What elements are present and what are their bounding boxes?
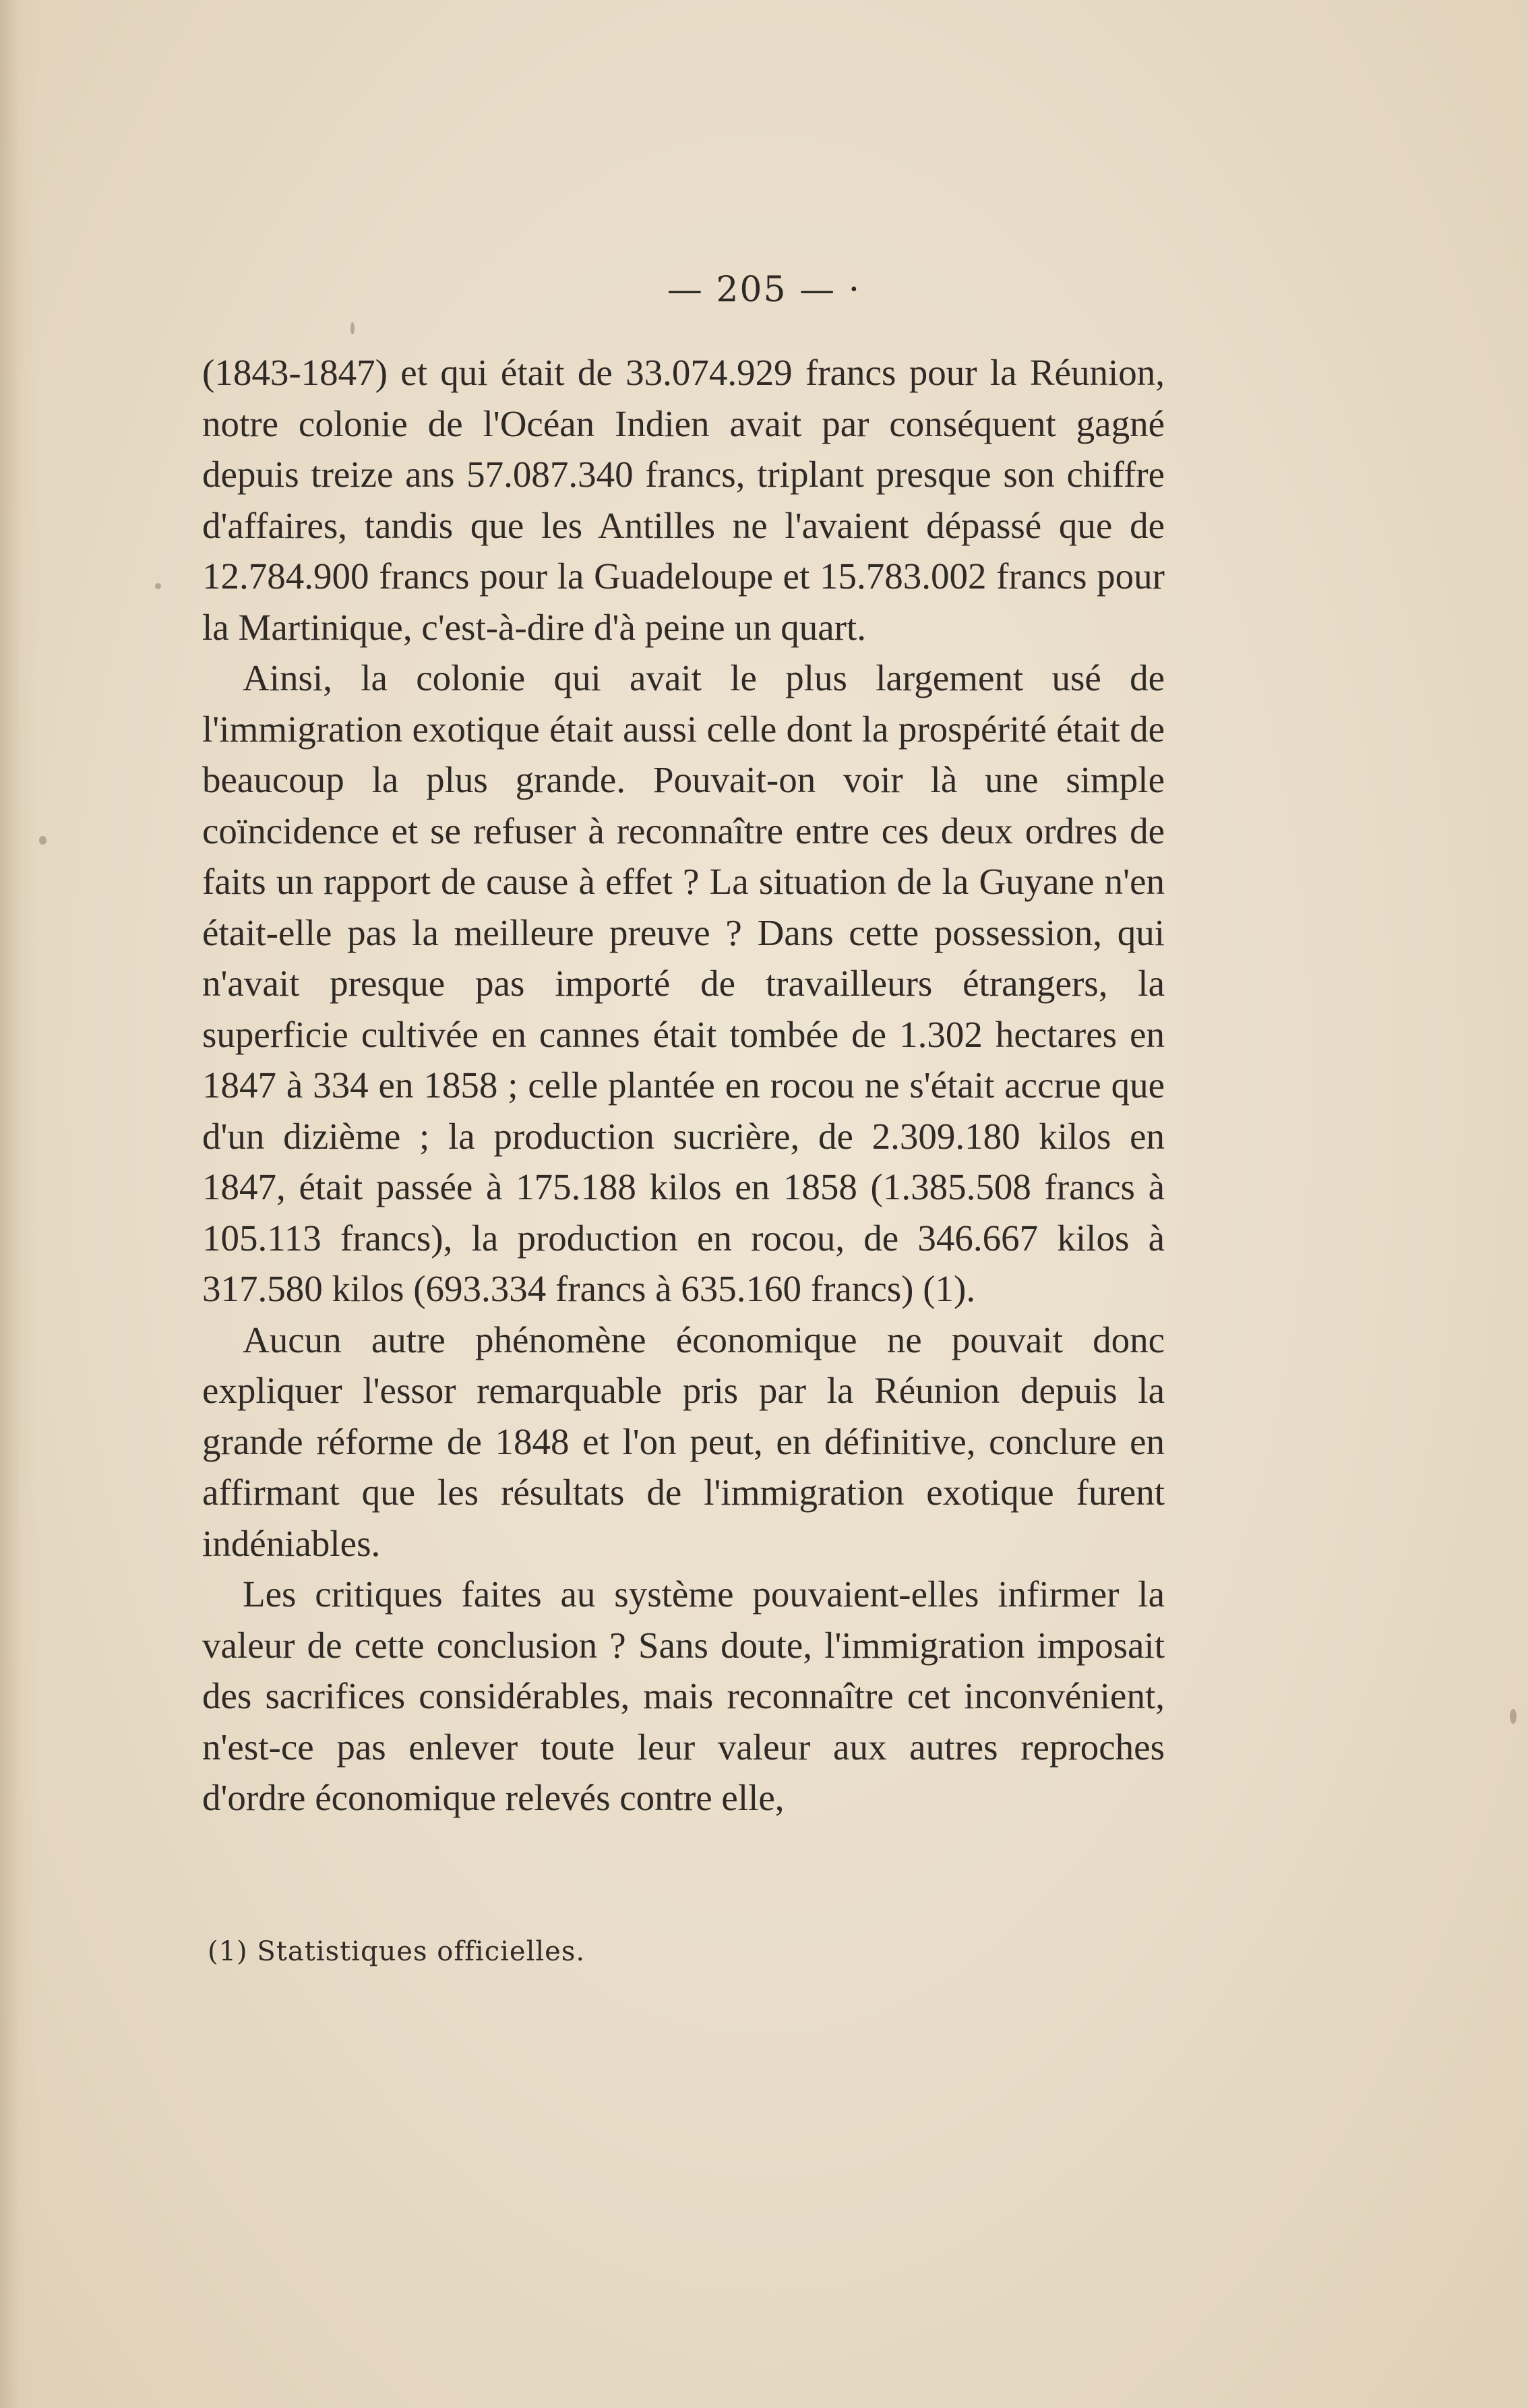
paper-speck	[39, 836, 47, 845]
paper-speck	[155, 583, 161, 589]
paragraph: Les critiques faites au système pouvaient-elles infirmer la valeur de cette conclusion ? Sans doute, l'immigration imposait des sacrifices considérables, mais reconnaître cet inconvénient, n'est-ce pas enlever toute leur valeur aux autres reproches d'ordre économique relevés contre elle,	[202, 1573, 1165, 1818]
footnote: (1) Statistiques officielles.	[208, 1936, 586, 1967]
paper-speck	[350, 322, 355, 334]
paragraph: (1843-1847) et qui était de 33.074.929 francs pour la Réunion, notre colonie de l'Océan Indien avait par conséquent gagné depuis treize ans 57.087.340 francs, triplant presque son chiffre d'affaires, tandis que les Antilles ne l'avaient dépassé que de 12.784.900 francs pour la Guadeloupe et 15.783.002 francs pour la Martinique, c'est-à-dire d'à peine un quart.	[202, 352, 1165, 648]
paper-speck	[1510, 1709, 1517, 1724]
page-number: — 205 — ·	[667, 270, 861, 310]
page-gutter-shadow	[0, 0, 40, 2408]
body-text	[202, 347, 1165, 1824]
paragraph: Ainsi, la colonie qui avait le plus largement usé de l'immigration exotique était aussi celle dont la prospérité était de beaucoup la plus grande. Pouvait-on voir là une simple coïncidence et se refuser à reconnaître entre ces deux ordres de faits un rapport de cause à effet ? La situation de la Guyane n'en était-elle pas la meilleure preuve ? Dans cette possession, qui n'avait presque pas importé de travailleurs étrangers, la superficie cultivée en cannes était tombée de 1.302 hectares en 1847 à 334 en 1858 ; celle plantée en rocou ne s'était accrue que d'un dizième ; la production sucrière, de 2.309.180 kilos en 1847, était passée à 175.188 kilos en 1858 (1.385.508 francs à 105.113 francs), la production en rocou, de 346.667 kilos à 317.580 kilos (693.334 francs à 635.160 francs) (1).	[202, 657, 1165, 1309]
paragraph: Aucun autre phénomène économique ne pouvait donc expliquer l'essor remarquable pris par la Réunion depuis la grande réforme de 1848 et l'on peut, en définitive, conclure en affirmant que les résultats de l'immigration exotique furent indéniables.	[202, 1319, 1165, 1564]
